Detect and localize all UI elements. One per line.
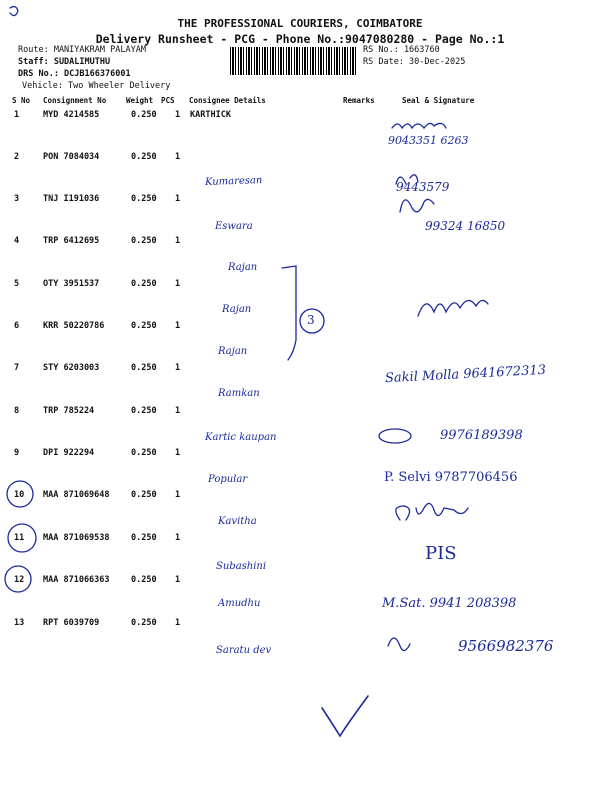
row-consignment: STY 6203003 [43, 363, 100, 373]
signature-scribble [379, 429, 411, 443]
signature-row-12: M.Sat. 9941 208398 [382, 596, 517, 611]
row-consignment: OTY 3951537 [43, 279, 100, 289]
row-weight: 0.250 [131, 575, 157, 585]
row-sno: 8 [14, 406, 20, 416]
row-sno: 13 [14, 618, 25, 628]
col-seal-signature: Seal & Signature [402, 96, 475, 105]
row-weight: 0.250 [131, 152, 157, 162]
row-sno: 6 [14, 321, 20, 331]
signature-row-3: 99324 16850 [425, 219, 506, 233]
col-sno: S No [12, 96, 31, 105]
row-consignment: PON 7084034 [43, 152, 100, 162]
row-sno: 9 [14, 448, 20, 458]
row-consignment: TRP 785224 [43, 406, 95, 416]
row-weight: 0.250 [131, 236, 157, 246]
signature-scribble [388, 638, 410, 651]
check-mark [322, 696, 368, 736]
drs-label: DRS No.: DCJB166376001 [18, 69, 131, 79]
row-weight: 0.250 [131, 363, 157, 373]
row-pcs: 1 [175, 618, 181, 628]
row-pcs: 1 [175, 152, 181, 162]
row-sno: 4 [14, 236, 20, 246]
hw-name: Rajan [222, 304, 252, 315]
row-pcs: 1 [175, 236, 181, 246]
row-pcs: 1 [175, 363, 181, 373]
row-pcs: 1 [175, 406, 181, 416]
row-sno: 3 [14, 194, 20, 204]
row-weight: 0.250 [131, 279, 157, 289]
hw-name: Rajan [218, 346, 248, 357]
col-consignment: Consignment No [43, 96, 107, 105]
row-sno: 12 [14, 575, 25, 585]
row-sno: 7 [14, 363, 20, 373]
row-sno: 2 [14, 152, 20, 162]
row-sno: 5 [14, 279, 20, 289]
row-weight: 0.250 [131, 618, 157, 628]
row-weight: 0.250 [131, 490, 157, 500]
col-weight: Weight [126, 96, 154, 105]
signature-scribble [392, 123, 446, 128]
rs-date: RS Date: 30-Dec-2025 [363, 57, 466, 67]
row-consignee: KARTHICK [190, 110, 231, 120]
hw-name: Saratu dev [216, 645, 272, 656]
row-consignment: MAA 871069538 [43, 533, 110, 543]
row-consignment: TNJ I191036 [43, 194, 100, 204]
row-pcs: 1 [175, 490, 181, 500]
row-pcs: 1 [175, 279, 181, 289]
row-pcs: 1 [175, 110, 181, 120]
route-label: Route: MANIYAKRAM PALAYAM [18, 45, 146, 55]
hw-name: Kavitha [218, 516, 257, 527]
row-weight: 0.250 [131, 533, 157, 543]
col-consignee: Consignee Details [189, 96, 266, 105]
row-pcs: 1 [175, 194, 181, 204]
row-consignment: TRP 6412695 [43, 236, 100, 246]
barcode [230, 47, 358, 75]
hw-name: Kartic kaupan [205, 432, 277, 443]
signature-row-2: 9443579 [396, 180, 450, 194]
row-consignment: RPT 6039709 [43, 618, 100, 628]
hw-name: Kumaresan [204, 175, 263, 188]
row-consignment: KRR 50220786 [43, 321, 105, 331]
row-pcs: 1 [175, 321, 181, 331]
staff-label: Staff: SUDALIMUTHU [18, 57, 111, 67]
hw-name: Rajan [228, 262, 258, 273]
row-sno: 10 [14, 490, 25, 500]
row-consignment: DPI 922294 [43, 448, 95, 458]
hw-name: Popular [208, 474, 248, 485]
signature-row-1: 9043351 6263 [388, 134, 469, 147]
signature-row-8: 9976189398 [440, 428, 523, 443]
row-consignment: MAA 871069648 [43, 490, 110, 500]
col-remarks: Remarks [343, 96, 375, 105]
row-pcs: 1 [175, 448, 181, 458]
hw-name: Eswara [215, 221, 253, 232]
row-consignment: MYD 4214585 [43, 110, 100, 120]
signature-scribble [396, 503, 468, 520]
row-weight: 0.250 [131, 448, 157, 458]
signature-row-13: 9566982376 [458, 637, 554, 655]
signature-scribble [400, 199, 434, 212]
bracket-line [282, 266, 296, 360]
row-sno: 1 [14, 110, 20, 120]
signature-row-11: PIS [425, 543, 457, 564]
row-consignment: MAA 871066363 [43, 575, 110, 585]
row-pcs: 1 [175, 575, 181, 585]
company-title: THE PROFESSIONAL COURIERS, COIMBATORE [177, 17, 423, 30]
row-weight: 0.250 [131, 321, 157, 331]
row-weight: 0.250 [131, 110, 157, 120]
vehicle-label: Vehicle: Two Wheeler Delivery [22, 81, 171, 91]
col-pcs: PCS [161, 96, 175, 105]
row-sno: 11 [14, 533, 25, 543]
row-weight: 0.250 [131, 406, 157, 416]
signature-scribble [418, 300, 488, 316]
signature-row-7: Sakil Molla 9641672313 [384, 362, 547, 387]
runsheet-title: Delivery Runsheet - PCG - Phone No.:9047080280 - Page No.:1 [95, 32, 505, 46]
hw-name: Ramkan [218, 388, 260, 399]
rs-no: RS No.: 1663760 [363, 45, 440, 55]
pen-mark [10, 7, 18, 16]
hw-name: Amudhu [218, 598, 261, 609]
signature-row-9: P. Selvi 9787706456 [384, 470, 518, 485]
bracket-count: 3 [307, 313, 315, 327]
row-pcs: 1 [175, 533, 181, 543]
hw-name: Subashini [216, 561, 267, 572]
row-weight: 0.250 [131, 194, 157, 204]
